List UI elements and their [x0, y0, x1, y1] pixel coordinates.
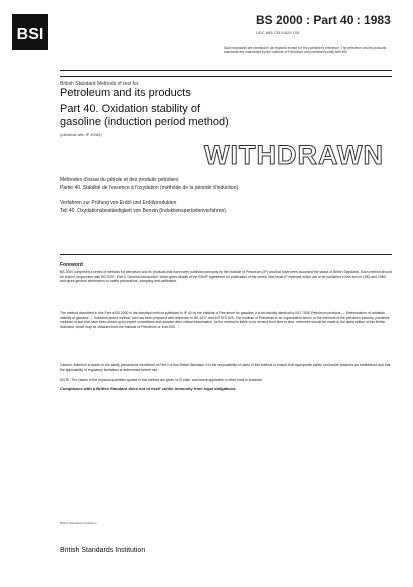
foreword-paragraph-2: The method described in this Part of BS 2000 is the standard method published in IP 40 by the Institute of Petroleum for gasoline; it is technically identical to ISO 7536 'Petroleum products — Determination of oxidation stability of gasoline — Induction period method' and has been prepared with reference to BS 4247 and ASTM D 525. The Institute of Petroleum is an organization which, in the interests of the petroleum industry, publishes methods of test that have been drawn up by expert committees and adopted after critical examination. As the method is liable to be revised from time to time, reference should be made to the latest edition of this British Standard, which may be obtained from the Institute of Petroleum or from BSI.	[60, 311, 390, 329]
foreword-heading: Foreword	[60, 262, 83, 268]
caution-paragraph: Caution. Attention is drawn to the safety precautions mentioned in Part 0 of this British Standard. It is the responsibility of users of this method to ensure that appropriate safety and health practices are established and that the applicability of regulatory limitations is determined before use.	[60, 363, 391, 372]
withdrawn-watermark: WITHDRAWN	[204, 140, 384, 170]
divider-foreword	[60, 254, 392, 255]
bsi-logo	[12, 14, 48, 50]
identical-note: (Identical with IP 40/83)	[60, 132, 102, 137]
german-title-block	[60, 200, 360, 215]
french-title-line2: Partie 40. Stabilité de l'essence à l'oxydation (méthode de la période d'induction)	[60, 184, 239, 191]
german-title-line1: Verfahren zur Prüfung von Erdöl und Erdölprodukten	[60, 200, 177, 206]
logo-text: BSI	[16, 26, 44, 43]
footer-organization: British Standards Institution	[60, 547, 146, 554]
standard-reference: UDC 665.733.5:620.193	[256, 30, 300, 35]
compliance-statement: Compliance with a British Standard does not of itself confer immunity from legal obligations.	[60, 386, 237, 391]
series-subtitle: British Standard Methods of test for	[60, 81, 139, 87]
part-title: Part 40. Oxidation stability of gasoline (induction period method)	[60, 103, 229, 128]
french-title-block	[60, 177, 360, 192]
units-note: NOTE. The values of the physical quantities quoted in this method are given in SI units, and where applicable in other units in brackets.	[60, 378, 263, 382]
footer-small-note: British Standards Institution	[60, 521, 97, 525]
standard-number: BS 2000 : Part 40 : 1983	[256, 13, 391, 27]
foreword-paragraph-1: BS 2000 comprises a series of methods for petroleum and its products that have been published primarily by the Institute of Petroleum (IP) and that have been accorded the status of British Standards. Each method should be read in conjunction with BS 2000 : Part 0 'General introduction' which gives details of the BSI/IP agreement for publication of the series, lists those IP methods which are to be published in this form in 1982 and 1983, and gives general information on safety precautions, sampling and calibration.	[60, 270, 392, 284]
main-title: Petroleum and its products	[60, 87, 191, 99]
german-title-line2: Teil 40. Oxydationsbeständigkeit von Benzin (Induktionsperiodenverfahren)	[60, 207, 226, 214]
divider-top	[60, 70, 392, 71]
header-note: Such standards are identical in all respects except for the publisher's reference. The petroleum and its products standards are maintained by the Institute of Petroleum and published jointly with BSI.	[224, 46, 387, 55]
divider-top-second	[60, 76, 392, 77]
french-title-line1: Méthodes d'essai du pétrole et des produits pétroliers	[60, 177, 179, 183]
